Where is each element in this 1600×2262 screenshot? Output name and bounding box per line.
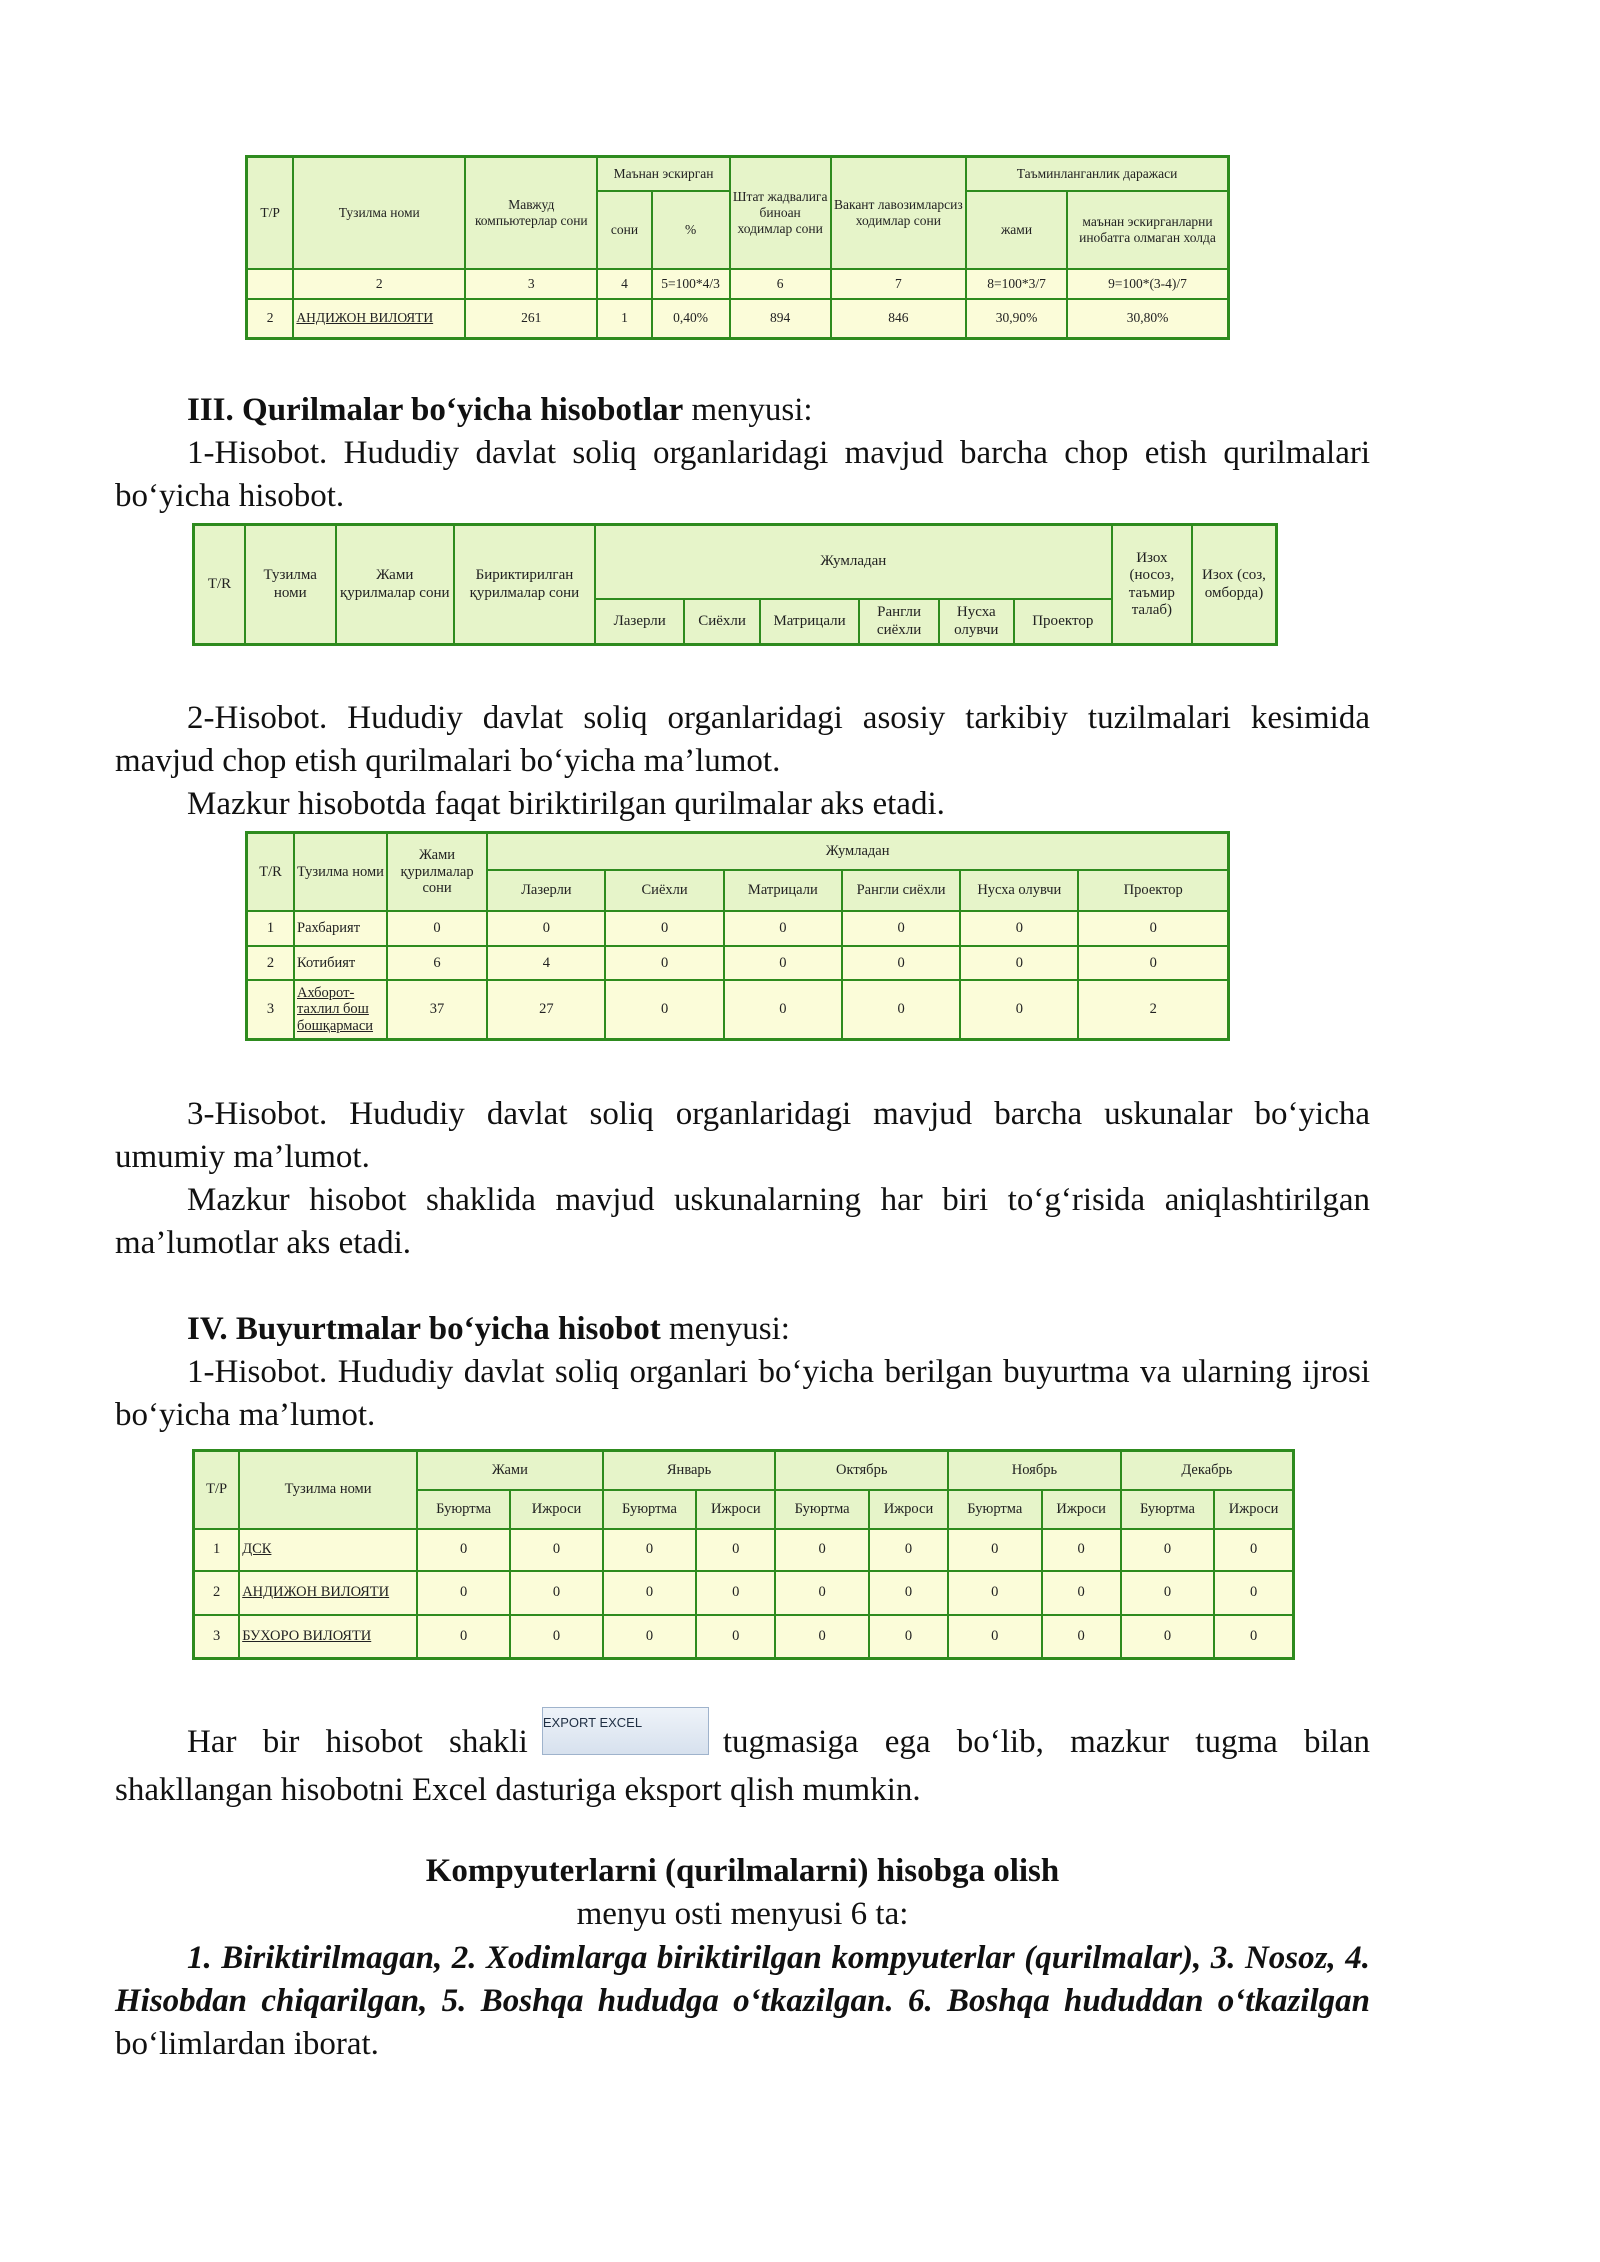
col-vacant: Вакант лавозимларсиз ходимлар сони (831, 157, 966, 269)
col-prov-excl: маънан эскирганларни инобатга олмаган холда (1067, 191, 1228, 269)
table-row: 2 АНДИЖОН ВИЛОЯТИ 0 0 0 0 0 0 0 0 0 0 (194, 1571, 1294, 1615)
report-2-note: Mazkur hisobotda faqat biriktirilgan qurilmalar aks etadi. (187, 786, 945, 822)
table-row: 2 Котибият 6 4 0 0 0 0 0 (247, 946, 1229, 981)
report-2-text: 2-Hisobot. Hududiy davlat soliq organlaridagi asosiy tarkibiy tuzilmalari kesimida mavjud chop etish qurilmalari bo‘yicha ma’lumot. (115, 700, 1370, 779)
export-text: Har bir hisobot shakliEXPORT EXCELtugmasiga ega bo‘lib, mazkur tugma bilan shakllangan hisobotni Excel dasturiga eksport qlish mumkin. (115, 1721, 1370, 1812)
devices-report-table: T/R Тузилма номи Жами қурилмалар сони Бириктирилган қурилмалар сони Жумладан Изох (носоз, таъмир талаб) Изох (соз, омборда) Лазерли Сиёхли Матрицали Рангли сиёхли Нусха олувчи Проектор (192, 523, 1278, 646)
structure-devices-table: T/R Тузилма номи Жами қурилмалар сони Жумладан Лазерли Сиёхли Матрицали Рангли сиёхли Нусха олувчи Проектор 1 Рахбарият 0 0 0 0 0 0 0 2 Котибият 6 4 0 0 0 0 0 3 Ахборот-тахлил бош бошқармаси 37 27 0 0 0 0 2 (245, 831, 1230, 1041)
col-existing: Мавжуд компьютерлар сони (465, 157, 597, 269)
submenu-list: 1. Biriktirilmagan, 2. Xodimlarga biriktirilgan kompyuterlar (qurilmalar), 3. Nosoz, 4. Hisobdan chiqarilgan, 5. Boshqa hududga o‘tkazilgan. 6. Boshqa hududdan o‘tkazilgan bo‘limlardan iborat. (115, 1940, 1370, 2062)
col-tr: Т/Р (247, 157, 294, 269)
col-obsolete: Маънан эскирган (597, 157, 729, 191)
department-link[interactable]: Ахборот-тахлил бош бошқармаси (294, 980, 387, 1039)
report-3-note: Mazkur hisobot shaklida mavjud uskunalarning har biri to‘g‘risida aniqlashtirilgan ma’lumotlar aks etadi. (115, 1182, 1370, 1261)
col-obs-pct: % (652, 191, 730, 269)
table-row: 1 ДСК 0 0 0 0 0 0 0 0 0 0 (194, 1529, 1294, 1571)
table-row: 2 АНДИЖОН ВИЛОЯТИ 261 1 0,40% 894 846 30,90% 30,80% (247, 299, 1229, 339)
report-3-text: 3-Hisobot. Hududiy davlat soliq organlaridagi mavjud barcha uskunalar bo‘yicha umumiy ma’lumot. (115, 1096, 1370, 1175)
col-prov-total: жами (966, 191, 1067, 269)
export-excel-button[interactable]: EXPORT EXCEL (542, 1707, 709, 1755)
formula-row: 2 3 4 5=100*4/3 6 7 8=100*3/7 9=100*(3-4)/7 (247, 269, 1229, 299)
col-name: Тузилма номи (293, 157, 465, 269)
col-obs-count: сони (597, 191, 651, 269)
region-link[interactable]: АНДИЖОН ВИЛОЯТИ (293, 299, 465, 339)
table-row: 3 БУХОРО ВИЛОЯТИ 0 0 0 0 0 0 0 0 0 0 (194, 1615, 1294, 1659)
col-staff: Штат жадвалига биноан ходимлар сони (730, 157, 831, 269)
org-link[interactable]: ДСК (239, 1529, 417, 1571)
final-subheading: menyu osti menyusi 6 ta: (576, 1896, 909, 1932)
orders-table: Т/Р Тузилма номи Жами Январь Октябрь Ноябрь Декабрь Буюртма Ижроси Буюртма Ижроси Буюртма Ижроси Буюртма Ижроси Буюртма Ижроси 1 ДСК 0 0 0 0 0 0 0 0 0 0 2 АНДИЖОН ВИЛОЯТИ 0 0 0 0 0 0 0 0 0 0 3 БУХОРО ВИЛОЯТИ 0 0 0 0 0 0 0 0 0 0 (192, 1449, 1295, 1660)
section-3-heading: III. Qurilmalar bo‘yicha hisobotlar menyusi: (187, 392, 813, 428)
final-heading: Kompyuterlarni (qurilmalarni) hisobga olish (425, 1853, 1060, 1889)
section-4-heading: IV. Buyurtmalar bo‘yicha hisobot menyusi: (187, 1311, 790, 1347)
table-row: 1 Рахбарият 0 0 0 0 0 0 0 (247, 911, 1229, 946)
report-1-text: 1-Hisobot. Hududiy davlat soliq organlaridagi mavjud barcha chop etish qurilmalari bo‘yicha hisobot. (115, 435, 1370, 514)
computers-table (245, 155, 1230, 340)
table-row: 3 Ахборот-тахлил бош бошқармаси 37 27 0 0 0 0 2 (247, 980, 1229, 1039)
col-provision: Таъминланганлик даражаси (966, 157, 1228, 191)
orders-report-text: 1-Hisobot. Hududiy davlat soliq organlari bo‘yicha berilgan buyurtma va ularning ijrosi bo‘yicha ma’lumot. (115, 1354, 1370, 1433)
region-link[interactable]: БУХОРО ВИЛОЯТИ (239, 1615, 417, 1659)
region-link[interactable]: АНДИЖОН ВИЛОЯТИ (239, 1571, 417, 1615)
